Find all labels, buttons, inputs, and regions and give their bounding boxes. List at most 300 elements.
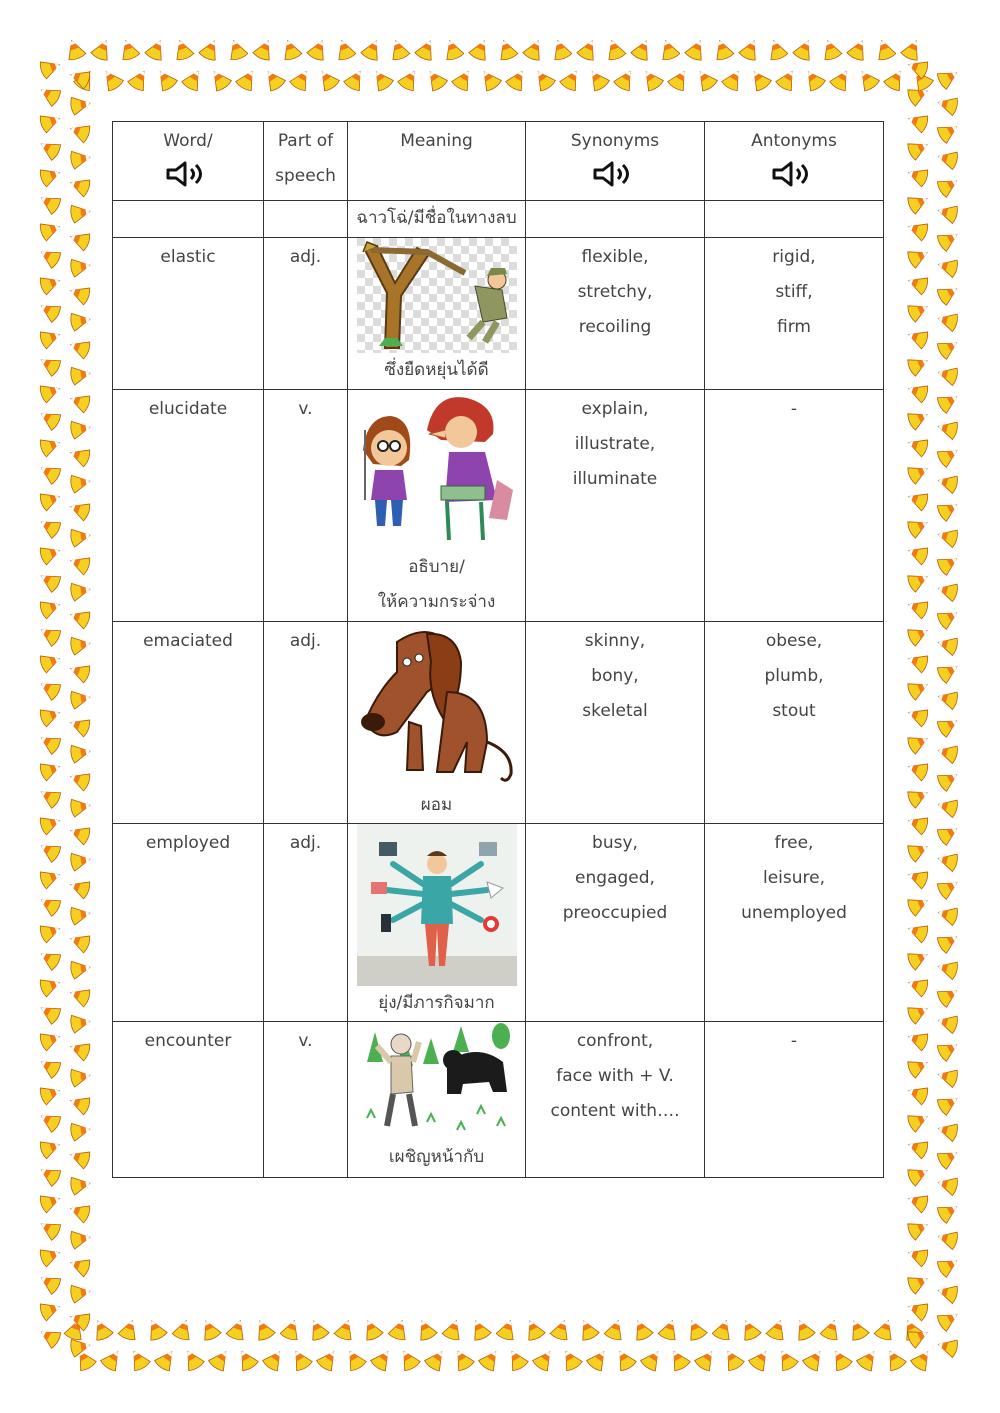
candy-corn-icon <box>144 37 168 62</box>
thai-subheader-row <box>113 201 884 238</box>
candy-corn-icon <box>70 796 92 817</box>
candy-corn-icon <box>38 758 62 781</box>
candy-corn-icon <box>657 38 680 62</box>
candy-corn-icon <box>38 488 62 511</box>
synonyms-cell <box>526 390 705 622</box>
candy-corn-icon <box>38 1298 62 1321</box>
candy-corn-icon <box>70 958 92 979</box>
hiker-bear-illustration <box>357 1022 517 1140</box>
candy-corn-icon <box>936 983 961 1008</box>
candy-corn-icon <box>906 218 930 241</box>
candy-corn-icon <box>906 434 930 457</box>
candy-corn-icon <box>775 67 800 92</box>
candy-corn-icon <box>68 876 92 899</box>
candy-corn-icon <box>306 37 330 62</box>
candy-corn-icon <box>801 1347 827 1373</box>
candy-corn-icon <box>906 245 931 269</box>
candy-corn-icon <box>936 497 961 522</box>
candy-corn-icon <box>225 1318 248 1342</box>
meaning-text: ซึ่งยืดหยุ่นได้ดี <box>384 360 489 380</box>
candy-corn-icon <box>495 38 518 62</box>
candy-corn-icon <box>360 37 384 62</box>
candy-corn-icon <box>70 526 92 547</box>
header-synonyms <box>526 122 705 201</box>
slingshot-illustration <box>357 238 517 353</box>
candy-corn-icon <box>171 1318 194 1342</box>
candy-corn-icon <box>585 67 611 93</box>
candy-corn-icon <box>906 677 931 701</box>
candy-corn-icon <box>279 38 302 62</box>
candy-corn-icon <box>936 364 959 386</box>
candy-corn-icon <box>936 1282 959 1304</box>
antonyms-cell <box>705 238 884 390</box>
antonym: unemployed <box>741 903 847 923</box>
candy-corn-icon <box>38 1028 62 1051</box>
candy-corn-icon <box>792 1317 816 1342</box>
candy-corn-icon <box>451 67 476 92</box>
candy-corn-icon <box>936 281 961 306</box>
candy-corn-icon <box>234 1347 259 1372</box>
candy-corn-icon <box>68 174 92 197</box>
candy-corn-icon <box>70 634 92 655</box>
candy-corn-icon <box>906 704 930 727</box>
candy-corn-icon <box>906 1136 930 1159</box>
antonym: firm <box>777 317 811 337</box>
candy-corn-icon <box>207 67 233 93</box>
synonym: skinny, <box>584 631 646 651</box>
candy-corn-icon <box>693 1347 719 1373</box>
word-cell: encounter <box>113 1022 264 1178</box>
candy-corn-icon <box>906 785 931 809</box>
meaning-text: ให้ความกระจ่าง <box>377 592 496 612</box>
candy-corn-icon <box>747 1347 773 1373</box>
synonym: bony, <box>591 666 639 686</box>
candy-corn-icon <box>936 389 961 414</box>
synonym: explain, <box>581 399 649 419</box>
synonyms-cell <box>526 824 705 1022</box>
candy-corn-icon <box>99 67 125 93</box>
candy-corn-icon <box>936 335 961 360</box>
candy-corn-icon <box>936 227 961 252</box>
candy-corn-icon <box>37 838 62 863</box>
candy-corn-icon <box>906 1190 930 1213</box>
table-row <box>113 622 884 824</box>
candy-corn-icon <box>522 1317 546 1342</box>
candy-corn-icon <box>68 768 92 791</box>
candy-corn-icon <box>38 704 62 727</box>
candy-corn-icon <box>153 67 179 93</box>
synonyms-cell <box>526 1022 705 1178</box>
candy-corn-icon <box>721 67 746 92</box>
candy-corn-icon <box>68 282 92 305</box>
candy-corn-icon <box>576 37 600 62</box>
candy-corn-icon <box>153 1347 179 1373</box>
candy-corn-icon <box>70 580 92 601</box>
candy-corn-icon <box>37 1108 62 1133</box>
candy-corn-icon <box>38 326 62 349</box>
candy-corn-icon <box>684 37 708 62</box>
candy-corn-icon <box>70 148 92 169</box>
header-pos-label: Part of speech <box>275 131 336 186</box>
candy-corn-icon <box>252 1317 276 1342</box>
candy-corn-icon <box>279 1318 302 1342</box>
word-cell: emaciated <box>113 622 264 824</box>
candy-corn-icon <box>936 551 961 576</box>
candy-corn-icon <box>37 244 62 269</box>
candy-corn-icon <box>900 37 924 62</box>
candy-corn-icon <box>559 67 584 92</box>
candy-corn-icon <box>38 434 62 457</box>
candy-corn-icon <box>936 742 959 764</box>
candy-corn-icon <box>477 1347 503 1373</box>
candy-corn-icon <box>873 1318 896 1342</box>
candy-corn-icon <box>171 38 194 62</box>
candy-corn-icon <box>38 56 62 79</box>
candy-corn-icon <box>906 1271 931 1295</box>
candy-corn-icon <box>936 796 959 818</box>
candy-corn-icon <box>906 164 930 187</box>
synonym: face with + V. <box>556 1066 674 1086</box>
meaning-cell <box>348 622 526 824</box>
candy-corn-icon <box>936 65 961 90</box>
candy-corn-icon <box>37 1324 62 1349</box>
multitasking-man-illustration <box>357 824 517 986</box>
candy-corn-icon <box>198 37 222 62</box>
vocabulary-table <box>112 121 884 1178</box>
header-meaning <box>348 122 526 201</box>
word-cell: elastic <box>113 238 264 390</box>
candy-corn-icon <box>70 1228 92 1249</box>
candy-corn-icon <box>936 1091 961 1116</box>
candy-corn-icon <box>639 1347 665 1373</box>
candy-corn-icon <box>819 1318 842 1342</box>
candy-corn-icon <box>936 850 959 872</box>
speaker-icon[interactable] <box>592 161 638 187</box>
candy-corn-icon <box>63 38 86 62</box>
candy-corn-icon <box>936 1037 961 1062</box>
candy-corn-icon <box>906 353 931 377</box>
candy-corn-icon <box>693 67 719 93</box>
candy-corn-icon <box>252 37 276 62</box>
candy-corn-icon <box>906 488 930 511</box>
candy-corn-icon <box>37 406 62 431</box>
candy-corn-icon <box>630 1317 654 1342</box>
candy-corn-icon <box>38 812 62 835</box>
candy-corn-icon <box>522 37 546 62</box>
candy-corn-icon <box>936 767 961 792</box>
synonym: stretchy, <box>577 282 653 302</box>
candy-corn-icon <box>936 605 961 630</box>
candy-corn-icon <box>38 218 62 241</box>
candy-corn-icon <box>829 67 854 92</box>
candy-corn-icon <box>906 893 931 917</box>
candy-corn-icon <box>558 1347 583 1372</box>
meaning-cell <box>348 390 526 622</box>
header-meaning-label: Meaning <box>400 131 473 151</box>
candy-corn-icon <box>342 1347 367 1372</box>
candy-corn-icon <box>70 364 92 385</box>
candy-corn-icon <box>666 1347 691 1372</box>
candy-corn-icon <box>38 1136 62 1159</box>
speaker-icon[interactable] <box>165 161 211 187</box>
candy-corn-icon <box>37 1216 62 1241</box>
candy-corn-icon <box>38 380 62 403</box>
candy-corn-icon <box>68 498 92 521</box>
candy-corn-icon <box>505 67 530 92</box>
candy-corn-icon <box>126 1347 151 1372</box>
candy-corn-icon <box>906 650 930 673</box>
candy-corn-icon <box>68 822 92 845</box>
synonyms-cell <box>526 238 705 390</box>
antonyms-cell <box>705 622 884 824</box>
candy-corn-icon <box>68 984 92 1007</box>
candy-corn-icon <box>68 1254 92 1277</box>
candy-corn-icon <box>37 1054 62 1079</box>
header-antonyms <box>705 122 884 201</box>
candy-corn-icon <box>603 1318 626 1342</box>
meaning-text: อธิบาย/ <box>408 557 465 577</box>
candy-corn-icon <box>936 1066 959 1088</box>
candy-corn-icon <box>936 418 959 440</box>
synonym: busy, <box>592 833 638 853</box>
candy-corn-icon <box>38 542 62 565</box>
antonyms-cell <box>705 390 884 622</box>
candy-corn-icon <box>936 634 959 656</box>
candy-corn-icon <box>906 596 930 619</box>
candy-corn-icon <box>906 758 930 781</box>
candy-corn-icon <box>855 67 881 93</box>
candy-corn-icon <box>906 731 931 755</box>
candy-corn-icon <box>207 1347 233 1373</box>
synonym: content with…. <box>550 1101 680 1121</box>
candy-corn-icon <box>906 191 931 215</box>
candy-corn-icon <box>360 1317 384 1342</box>
meaning-text: ผอม <box>420 795 453 815</box>
synonyms-cell <box>526 622 705 824</box>
candy-corn-icon <box>37 298 62 323</box>
candy-corn-icon <box>117 38 140 62</box>
header-word-label: Word/ <box>163 131 213 151</box>
candy-corn-icon <box>906 272 930 295</box>
candy-corn-icon <box>68 1038 92 1061</box>
candy-corn-icon <box>37 784 62 809</box>
candy-corn-icon <box>936 526 959 548</box>
candy-corn-icon <box>613 67 638 92</box>
candy-corn-icon <box>936 875 961 900</box>
candy-corn-icon <box>37 730 62 755</box>
candy-corn-icon <box>906 542 930 565</box>
speaker-icon[interactable] <box>771 161 817 187</box>
candy-corn-icon <box>936 256 959 278</box>
candy-corn-icon <box>906 1109 931 1133</box>
thai-subheader: ฉาวโฉ่/มีชื่อในทางลบ <box>348 201 526 238</box>
antonym: rigid, <box>772 247 816 267</box>
candy-corn-icon <box>333 1318 356 1342</box>
candy-corn-icon <box>70 742 92 763</box>
candy-corn-icon <box>38 596 62 619</box>
candy-corn-icon <box>906 623 931 647</box>
candy-corn-icon <box>70 1066 92 1087</box>
candy-corn-icon <box>906 947 931 971</box>
candy-corn-icon <box>414 1317 438 1342</box>
candy-corn-icon <box>936 443 961 468</box>
candy-corn-icon <box>936 580 959 602</box>
candy-corn-icon <box>936 472 959 494</box>
candy-corn-icon <box>936 958 959 980</box>
candy-corn-icon <box>288 1347 313 1372</box>
header-row <box>113 122 884 201</box>
candy-corn-icon <box>936 1199 961 1224</box>
candy-corn-icon <box>68 552 92 575</box>
candy-corn-icon <box>531 1347 557 1373</box>
candy-corn-icon <box>936 1336 959 1358</box>
synonym: engaged, <box>575 868 655 888</box>
candy-corn-icon <box>38 110 62 133</box>
candy-corn-icon <box>37 622 62 647</box>
candy-corn-icon <box>906 1244 930 1267</box>
candy-corn-icon <box>657 1318 680 1342</box>
candy-corn-icon <box>38 164 62 187</box>
candy-corn-icon <box>855 1347 881 1373</box>
candy-corn-icon <box>423 1347 449 1373</box>
candy-corn-icon <box>315 67 341 93</box>
candy-corn-icon <box>68 1146 92 1169</box>
candy-corn-icon <box>765 1318 788 1342</box>
meaning-cell <box>348 1022 526 1178</box>
candy-corn-icon <box>369 67 395 93</box>
candy-corn-icon <box>261 1347 287 1373</box>
antonym: stout <box>772 701 816 721</box>
candy-corn-icon <box>70 256 92 277</box>
candy-corn-icon <box>747 67 773 93</box>
candy-corn-icon <box>906 299 931 323</box>
candy-corn-icon <box>936 148 959 170</box>
candy-corn-icon <box>70 850 92 871</box>
candy-corn-icon <box>936 173 961 198</box>
candy-corn-icon <box>225 38 248 62</box>
meaning-text: ยุ่ง/มีภารกิจมาก <box>378 993 495 1013</box>
synonym: flexible, <box>581 247 649 267</box>
candy-corn-icon <box>68 444 92 467</box>
candy-corn-icon <box>70 1282 92 1303</box>
candy-corn-icon <box>37 892 62 917</box>
candy-corn-icon <box>38 1082 62 1105</box>
candy-corn-icon <box>639 67 665 93</box>
candy-corn-icon <box>711 1318 734 1342</box>
candy-corn-icon <box>906 1028 930 1051</box>
candy-corn-icon <box>387 38 410 62</box>
candy-corn-icon <box>68 336 92 359</box>
table-row <box>113 238 884 390</box>
candy-corn-icon <box>127 67 152 92</box>
meaning-text: เผชิญหน้ากับ <box>388 1147 485 1167</box>
candy-corn-icon <box>612 1347 637 1372</box>
candy-corn-icon <box>906 812 930 835</box>
candy-corn-icon <box>68 228 92 251</box>
candy-corn-icon <box>423 67 449 93</box>
candy-corn-icon <box>181 67 206 92</box>
candy-corn-icon <box>936 1012 959 1034</box>
candy-corn-icon <box>441 1318 464 1342</box>
candy-corn-icon <box>906 866 930 889</box>
table-row <box>113 390 884 622</box>
synonym: illustrate, <box>574 434 656 454</box>
meaning-cell <box>348 238 526 390</box>
candy-corn-icon <box>99 1347 125 1373</box>
candy-corn-icon <box>909 1347 935 1373</box>
header-antonyms-label: Antonyms <box>751 131 837 151</box>
candy-corn-icon <box>684 1317 708 1342</box>
candy-corn-icon <box>38 650 62 673</box>
antonym: obese, <box>765 631 823 651</box>
candy-corn-icon <box>549 1318 572 1342</box>
word-cell: elucidate <box>113 390 264 622</box>
antonym: free, <box>774 833 814 853</box>
empty-cell <box>705 201 884 238</box>
table-row <box>113 1022 884 1178</box>
candy-corn-icon <box>37 460 62 485</box>
candy-corn-icon <box>70 1174 92 1195</box>
empty-cell <box>264 201 348 238</box>
empty-cell <box>526 201 705 238</box>
candy-corn-icon <box>819 38 842 62</box>
candy-corn-icon <box>936 119 961 144</box>
candy-corn-icon <box>37 568 62 593</box>
candy-corn-icon <box>936 929 961 954</box>
candy-corn-icon <box>906 920 930 943</box>
candy-corn-icon <box>936 202 959 224</box>
candy-corn-icon <box>90 1317 114 1342</box>
candy-corn-icon <box>906 1055 931 1079</box>
candy-corn-icon <box>37 514 62 539</box>
antonym: - <box>790 399 798 419</box>
candy-corn-icon <box>906 1001 931 1025</box>
candy-corn-icon <box>906 461 931 485</box>
synonym: illuminate <box>572 469 658 489</box>
pos-cell: v. <box>264 390 348 622</box>
candy-corn-icon <box>936 713 961 738</box>
candy-corn-icon <box>38 1244 62 1267</box>
candy-corn-icon <box>576 1317 600 1342</box>
candy-corn-icon <box>906 1217 931 1241</box>
word-cell: employed <box>113 824 264 1022</box>
candy-corn-icon <box>343 67 368 92</box>
candy-corn-icon <box>936 659 961 684</box>
candy-corn-icon <box>936 1145 961 1170</box>
pos-cell: adj. <box>264 622 348 824</box>
candy-corn-icon <box>180 1347 205 1372</box>
antonym: leisure, <box>762 868 825 888</box>
candy-corn-icon <box>873 38 896 62</box>
candy-corn-icon <box>738 37 762 62</box>
candy-corn-icon <box>38 920 62 943</box>
candy-corn-icon <box>68 1092 92 1115</box>
skinny-dog-illustration <box>357 622 517 788</box>
candy-corn-icon <box>37 82 62 107</box>
synonym: skeletal <box>582 701 648 721</box>
candy-corn-icon <box>68 930 92 953</box>
candy-corn-icon <box>882 1347 907 1372</box>
candy-corn-icon <box>936 1174 959 1196</box>
pos-cell: v. <box>264 1022 348 1178</box>
header-synonyms-label: Synonyms <box>570 131 660 151</box>
candy-corn-icon <box>906 1082 930 1105</box>
candy-corn-icon <box>37 136 62 161</box>
table-row <box>113 824 884 1022</box>
candy-corn-icon <box>90 37 114 62</box>
candy-corn-icon <box>37 1162 62 1187</box>
candy-corn-icon <box>117 1318 140 1342</box>
